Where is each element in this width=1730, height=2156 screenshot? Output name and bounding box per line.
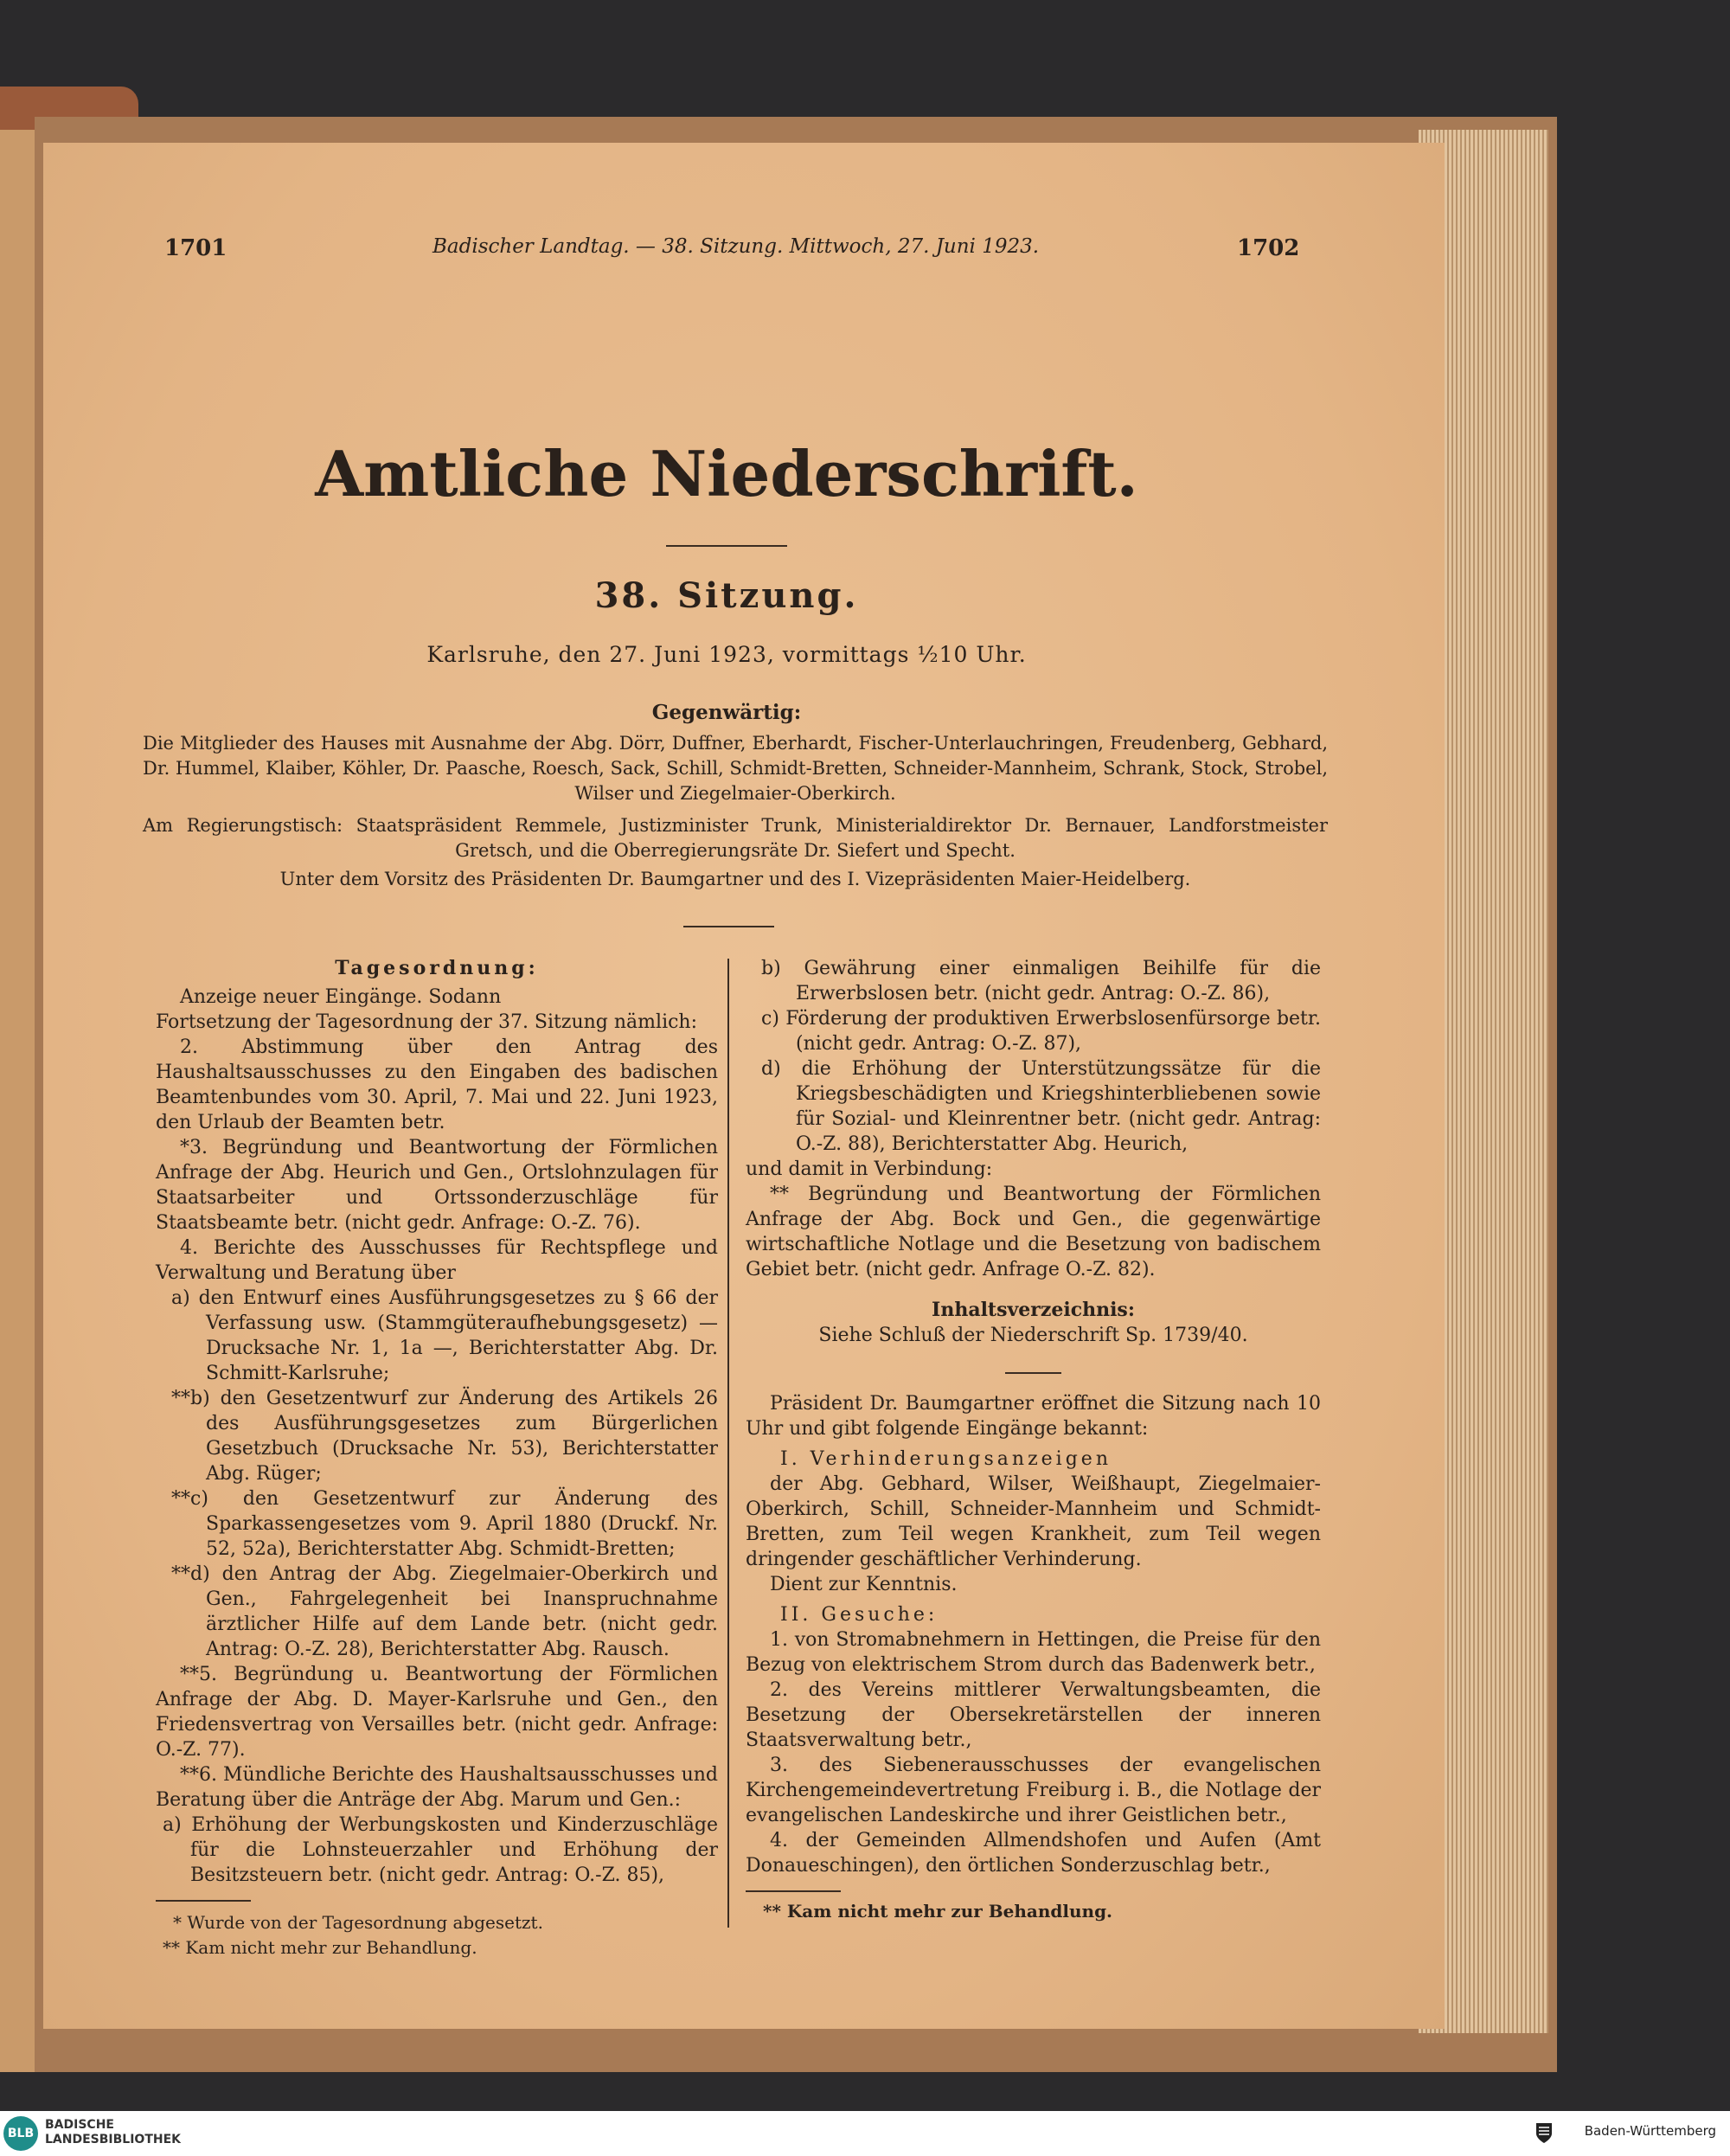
state-name: Baden-Württemberg [1584,2123,1716,2139]
page-number-right: 1702 [1237,235,1300,261]
petition-item: 1. von Stromabnehmern in Hettingen, die Preise für den Bezug von elektrischem Strom durch das Badenwerk betr., [746,1629,1321,1676]
agenda-item: a) den Entwurf eines Ausführungsgesetzes zu § 66 der Verfassung usw. (Stammgüteraufhebungsgesetz) — Drucksache Nr. 1, 1a —, Berichterstatter Abg. Dr. Schmitt-Karlsruhe; [171,1287,718,1384]
agenda-item: b) Gewährung einer einmaligen Beihilfe für die Erwerbslosen betr. (nicht gedr. Antrag: O.-Z. 86), [761,958,1321,1004]
chair: Unter dem Vorsitz des Präsidenten Dr. Baumgartner und des I. Vizepräsidenten Maier-Heidelberg. [279,869,1191,889]
petition-item: 4. der Gemeinden Allmendshofen und Aufen (Amt Donaueschingen), den örtlichen Sonderzuschlag betr., [746,1830,1321,1877]
petition-item: 3. des Siebenerausschusses der evangelischen Kirchengemeindevertretung Freiburg i. B., die Notlage der evangelischen Landeskirche und ihrer Geistlichen betr., [746,1755,1321,1826]
page-number-left: 1701 [164,235,227,261]
toc-text: Siehe Schluß der Niederschrift Sp. 1739/40. [818,1325,1248,1346]
document-title: Amtliche Niederschrift. [315,437,1138,510]
library-name-line: BADISCHE [45,2118,114,2132]
noted-text: Dient zur Kenntnis. [770,1574,958,1595]
library-name-line: LANDESBIBLIOTHEK [45,2133,182,2146]
left-column [156,956,718,1960]
place-date: Karlsruhe, den 27. Juni 1923, vormittags ½10 Uhr. [426,642,1027,667]
footnote: * Wurde von der Tagesordnung abgesetzt. [173,1912,543,1933]
library-name [45,2118,181,2147]
opening-text: Präsident Dr. Baumgartner eröffnet die Sitzung nach 10 Uhr und gibt folgende Eingänge bekannt: [746,1393,1321,1440]
agenda-heading: Tagesordnung: [335,957,539,979]
agenda-para: **5. Begründung u. Beantwortung der Förmlichen Anfrage der Abg. D. Mayer-Karlsruhe und Gen., den Friedensvertrag von Versailles betr. (nicht gedr. Anfrage: O.-Z. 77). [156,1664,718,1761]
column-divider [727,959,729,1928]
coat-of-arms-icon [1531,2120,1557,2146]
agenda-para: 4. Berichte des Ausschusses für Rechtspflege und Verwaltung und Beratung über [156,1237,718,1284]
absence-text: der Abg. Gebhard, Wilser, Weißhaupt, Ziegelmaier-Oberkirch, Schill, Schneider-Mannheim und Schmidt-Bretten, zum Teil wegen Krankheit, zum Teil wegen dringender geschäftlicher Verhinderung. [746,1473,1321,1570]
agenda-item: **b) den Gesetzentwurf zur Änderung des Artikels 26 des Ausführungsgesetzes zum Bürgerlichen Gesetzbuch (Drucksache Nr. 53), Berichterstatter Abg. Rüger; [171,1388,718,1485]
blb-logo: BLB [3,2116,38,2151]
agenda-para: ** Begründung und Beantwortung der Förmlichen Anfrage der Abg. Bock und Gen., die gegenwärtige wirtschaftliche Notlage und die Besetzung von badischem Gebiet betr. (nicht gedr. Anfrage O.-Z. 82). [746,1184,1321,1280]
agenda-para: **6. Mündliche Berichte des Haushaltsausschusses und Beratung über die Anträge der Abg. Marum und Gen.: [156,1764,719,1811]
petition-item: 2. des Vereins mittlerer Verwaltungsbeamten, die Besetzung der Obersekretärstellen der inneren Staatsverwaltung betr., [746,1679,1321,1751]
divider [666,545,787,547]
present-heading: Gegenwärtig: [651,701,802,724]
agenda-para: *3. Begründung und Beantwortung der Förmlichen Anfrage der Abg. Heurich und Gen., Ortslohnzulagen für Staatsarbeiter und Ortssonderzuschläge für Staatsbeamte betr. (nicht gedr. Anfrage: O.-Z. 76). [156,1137,718,1234]
footnote: ** Kam nicht mehr zur Behandlung. [163,1937,477,1958]
agenda-para: Anzeige neuer Eingänge. Sodann [180,986,502,1008]
running-title: Badischer Landtag. — 38. Sitzung. Mittwoch, 27. Juni 1923. [432,235,1040,258]
footnote-rule [156,1900,251,1902]
footnote-rule [746,1890,841,1892]
agenda-item: d) die Erhöhung der Unterstützungssätze für die Kriegsbeschädigten und Kriegshinterbliebenen sowie für Sozial- und Kleinrentner betr. (nicht gedr. Antrag: O.-Z. 88), Berichterstatter Abg. Heurich, [761,1058,1321,1155]
footnote: ** Kam nicht mehr zur Behandlung. [763,1901,1113,1922]
section-heading: I. Verhinderungsanzeigen [780,1448,1112,1470]
right-column [746,956,1321,1924]
agenda-para: Fortsetzung der Tagesordnung der 37. Sitzung nämlich: [156,1011,698,1033]
government-bench: Am Regierungstisch: Staatspräsident Remmele, Justizminister Trunk, Ministerialdirektor Dr. Bernauer, Landforstmeister Gretsch, und die Oberregierungsräte Dr. Siefert und Specht. [143,815,1328,861]
present-members: Die Mitglieder des Hauses mit Ausnahme der Abg. Dörr, Duffner, Eberhardt, Fischer-Unterlauchringen, Freudenberg, Gebhard, Dr. Hummel, Klaiber, Köhler, Dr. Paasche, Roesch, Sack, Schill, Schmidt-Bretten, Schneider-Mannheim, Schrank, Stock, Strobel, Wilser und Ziegelmaier-Oberkirch. [143,733,1329,804]
agenda-item: **c) den Gesetzentwurf zur Änderung des Sparkassengesetzes vom 9. April 1880 (Druckf. Nr. 52, 52a), Berichterstatter Abg. Schmidt-Bretten; [171,1488,718,1560]
agenda-item: **d) den Antrag der Abg. Ziegelmaier-Oberkirch und Gen., Fahrgelegenheit bei Inanspruchnahme ärztlicher Hilfe auf dem Lande betr. (nicht gedr. Antrag: O.-Z. 28), Berichterstatter Abg. Rausch. [171,1563,718,1660]
divider [1005,1372,1061,1374]
divider [683,926,774,927]
section-heading: II. Gesuche: [780,1604,939,1626]
agenda-item: a) Erhöhung der Werbungskosten und Kinderzuschläge für die Lohnsteuerzahler und Erhöhung der Besitzsteuern betr. (nicht gedr. Antrag: O.-Z. 85), [163,1814,718,1886]
agenda-item: c) Förderung der produktiven Erwerbslosenfürsorge betr. (nicht gedr. Antrag: O.-Z. 87), [761,1008,1321,1055]
footer-bar [0,2111,1730,2156]
toc-heading: Inhaltsverzeichnis: [932,1299,1135,1321]
agenda-para: 2. Abstimmung über den Antrag des Haushaltsausschusses zu den Eingaben des badischen Beamtenbundes vom 30. April, 7. Mai und 22. Juni 1923, den Urlaub der Beamten betr. [156,1036,718,1133]
session-number: 38. Sitzung. [594,575,859,616]
connection-label: und damit in Verbindung: [746,1158,993,1180]
